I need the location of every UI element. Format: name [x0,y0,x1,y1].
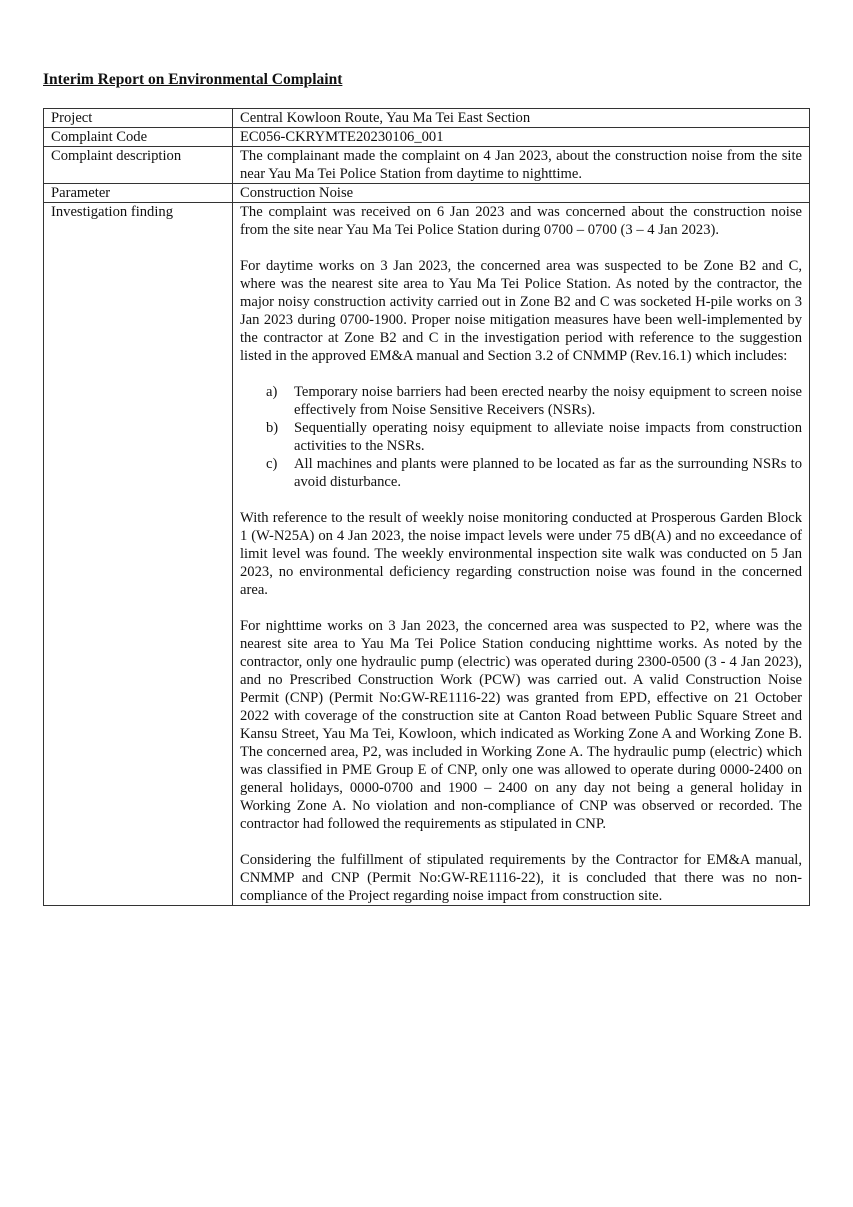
list-item-text: Temporary noise barriers had been erected nearby the noisy equipment to screen noise effectively from Noise Sensitive Receivers (NSRs). [294,384,802,418]
list-item [264,455,802,491]
finding-paragraph-3: With reference to the result of weekly noise monitoring conducted at Prosperous Garden Block 1 (W-N25A) on 4 Jan 2023, the noise impact levels were under 75 dB(A) and no exceedance of limit level was found. The weekly environmental inspection site walk was conducted on 5 Jan 2023, no environmental deficiency regarding construction noise was found in the concerned area. [240,510,802,598]
row-label: Complaint description [44,147,233,184]
list-item [264,419,802,455]
table-row-complaint-description [44,147,810,184]
finding-paragraph-2: For daytime works on 3 Jan 2023, the concerned area was suspected to be Zone B2 and C, where was the nearest site area to Yau Ma Tei Police Station. As noted by the contractor, the major noisy construction activity carried out in Zone B2 and C was socketed H-pile works on 3 Jan 2023 during 0700-1900. Proper noise mitigation measures have been well-implemented by the contractor at Zone B2 and C in the investigation period with reference to the suggestion listed in the approved EM&A manual and Section 3.2 of CNMMP (Rev.16.1) which includes: [240,258,802,364]
finding-paragraph-1: The complaint was received on 6 Jan 2023 and was concerned about the construction noise from the site near Yau Ma Tei Police Station during 0700 – 0700 (3 – 4 Jan 2023). [240,204,802,238]
list-item-text: All machines and plants were planned to be located as far as the surrounding NSRs to avoid disturbance. [294,456,802,490]
finding-paragraph-5: Considering the fulfillment of stipulated requirements by the Contractor for EM&A manual, CNMMP and CNP (Permit No:GW-RE1116-22), it is concluded that there was no non-compliance of the Project regarding noise impact from construction site. [240,852,802,904]
row-label: Investigation finding [44,203,233,906]
table-row-investigation-finding [44,203,810,906]
list-marker: a) [266,384,278,400]
complaint-code-value: EC056-CKRYMTE20230106_001 [233,128,810,147]
investigation-finding-value [233,203,810,906]
complaint-table [43,108,810,906]
page-title: Interim Report on Environmental Complaint [43,71,343,88]
row-label: Parameter [44,184,233,203]
mitigation-measures-list [240,383,802,491]
parameter-value: Construction Noise [233,184,810,203]
list-item-text: Sequentially operating noisy equipment to alleviate noise impacts from construction activities to the NSRs. [294,420,802,454]
table-row-parameter [44,184,810,203]
finding-paragraph-4: For nighttime works on 3 Jan 2023, the concerned area was suspected to P2, where was the nearest site area to Yau Ma Tei Police Station conducing nighttime works. As noted by the contractor, only one hydraulic pump (electric) was operated during 2300-0500 (3 - 4 Jan 2023), and no Prescribed Construction Work (PCW) was carried out. A valid Construction Noise Permit (CNP) (Permit No:GW-RE1116-22) was granted from EPD, effective on 21 October 2022 with coverage of the construction site at Canton Road between Public Square Street and Kansu Street, Yau Ma Tei, Kowloon, which indicated as Working Zone A and Working Zone B. The concerned area, P2, was included in Working Zone A. The hydraulic pump (electric) which was classified in PME Group E of CNP, only one was allowed to operate during 0000-2400 on general holidays, 0000-0700 and 1900 – 2400 on any day not being a general holiday in Working Zone A. No violation and non-compliance of CNP was observed or recorded. The contractor had followed the requirements as stipulated in CNP. [240,618,802,832]
table-row-project [44,109,810,128]
table-row-complaint-code [44,128,810,147]
project-value: Central Kowloon Route, Yau Ma Tei East Section [233,109,810,128]
list-marker: c) [266,456,278,472]
list-marker: b) [266,420,279,436]
list-item [264,383,802,419]
row-label: Complaint Code [44,128,233,147]
complaint-description-value: The complainant made the complaint on 4 Jan 2023, about the construction noise from the site near Yau Ma Tei Police Station from daytime to nighttime. [233,147,810,184]
row-label: Project [44,109,233,128]
